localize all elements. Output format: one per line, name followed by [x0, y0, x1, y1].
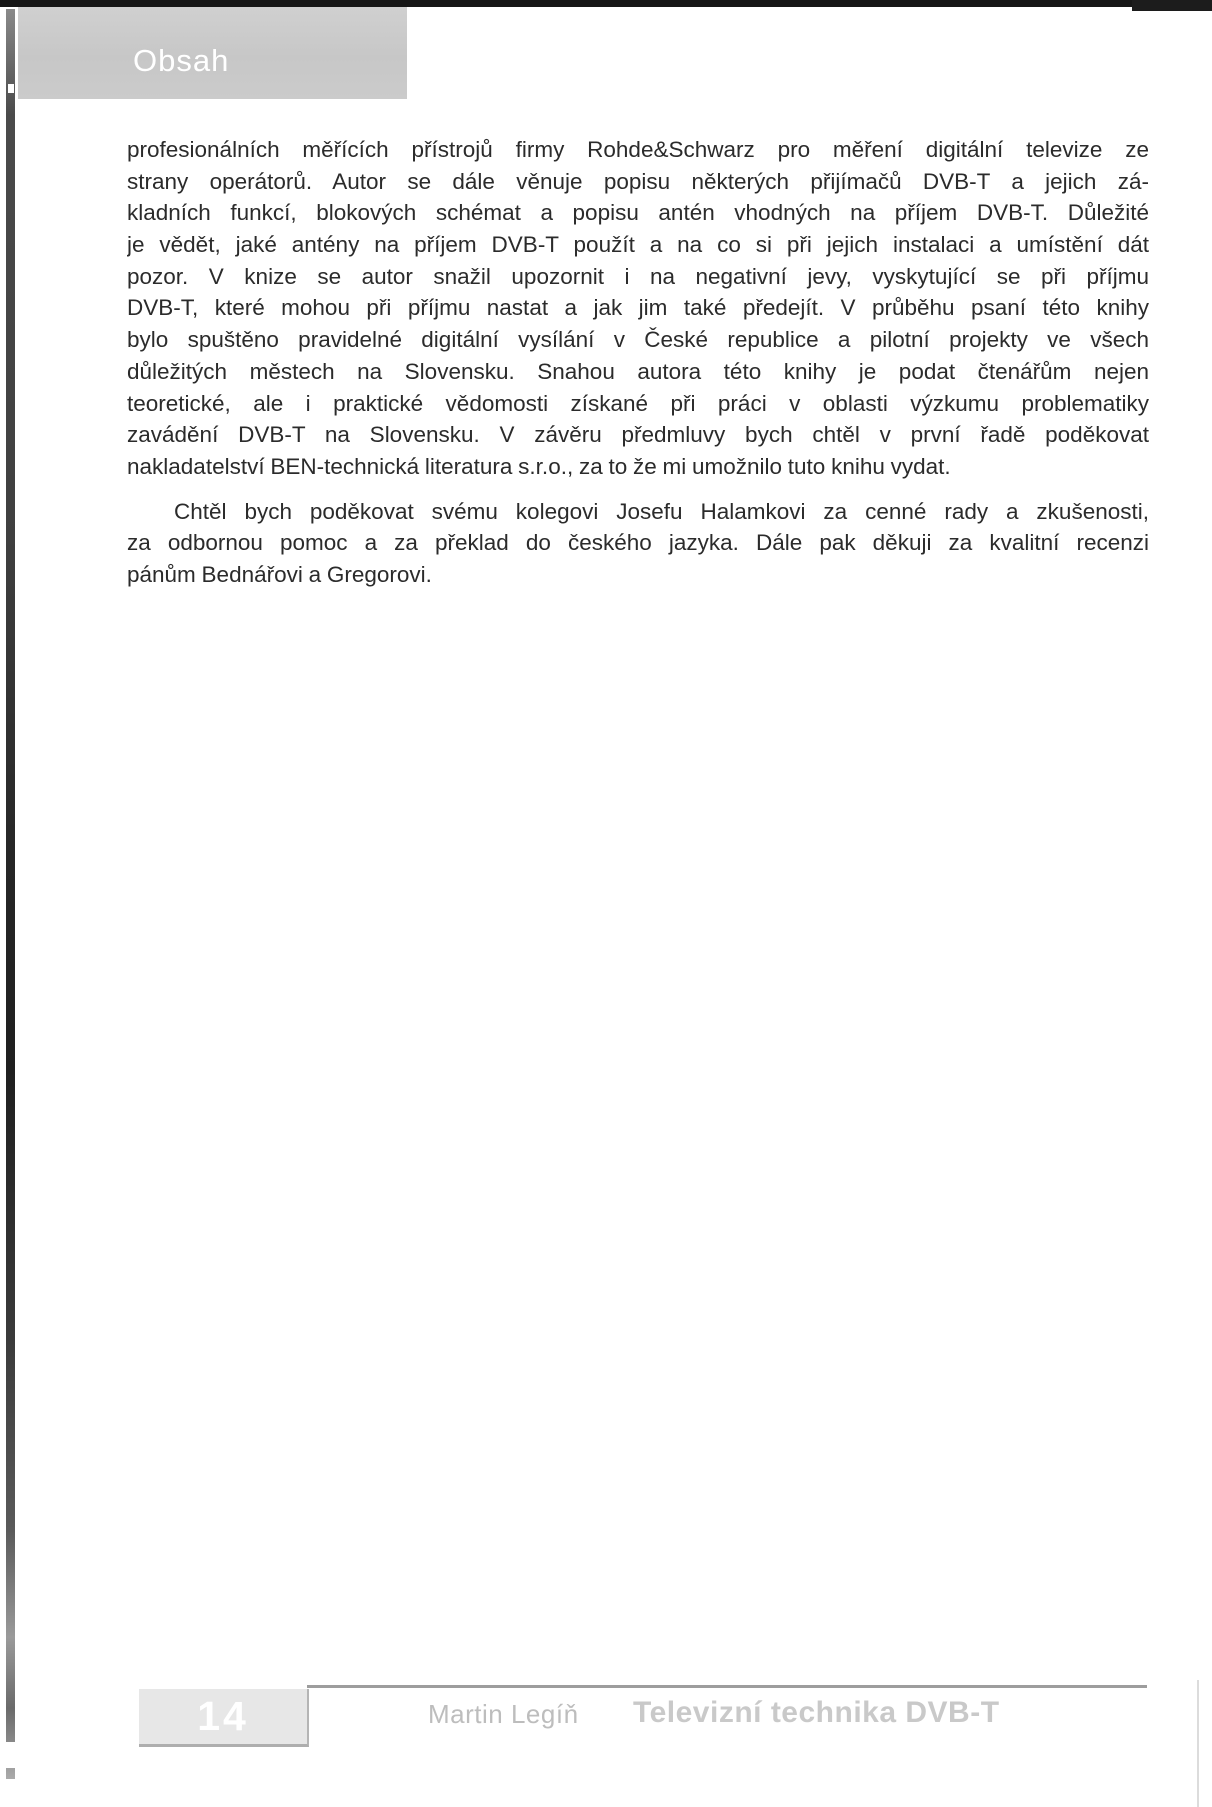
text-line: kladních funkcí, blokových schémat a popisu antén vhodných na příjem DVB-T. Důležité: [127, 200, 1149, 226]
footer-rule-line: [307, 1685, 1147, 1688]
text-line: důležitých městech na Slovensku. Snahou autora této knihy je podat čtenářům nejen: [127, 358, 1149, 384]
page-number: 14: [197, 1693, 249, 1739]
left-binding-notch: [8, 84, 14, 93]
text-line: Chtěl bych poděkovat svému kolegovi Josefu Halamkovi za cenné rady a zkušenosti,: [174, 498, 1149, 524]
footer-book-title: Televizní technika DVB-T: [633, 1696, 1000, 1729]
text-line: bylo spuštěno pravidelné digitální vysílání v České republice a pilotní projekty ve všech: [127, 327, 1149, 353]
top-scan-edge-bar: [0, 0, 1212, 7]
right-scan-edge-line: [1197, 1680, 1199, 1807]
text-line: profesionálních měřících přístrojů firmy Rohde&Schwarz pro měření digitální televize ze: [127, 137, 1149, 162]
text-line: zavádění DVB-T na Slovensku. V závěru předmluvy bych chtěl v první řadě poděkovat: [127, 422, 1149, 448]
footer-author: Martin Legíň: [428, 1699, 579, 1729]
text-line: strany operátorů. Autor se dále věnuje popisu některých přijímačů DVB-T a jejich zá-: [127, 168, 1149, 194]
paragraph: [127, 134, 1149, 483]
chapter-header-box: [18, 7, 407, 99]
text-line: teoretické, ale i praktické vědomosti získané při práci v oblasti výzkumu problematiky: [127, 390, 1149, 416]
top-scan-edge-bar-right: [1132, 0, 1212, 11]
text-line: za odbornou pomoc a za překlad do českého jazyka. Dále pak děkuji za kvalitní recenzi: [127, 530, 1149, 556]
page-number-box: [139, 1689, 309, 1747]
text-line: je vědět, jaké antény na příjem DVB-T použít a na co si při jejich instalaci a umístění dát: [127, 232, 1149, 258]
text-line: pánům Bednářovi a Gregorovi.: [127, 561, 432, 587]
paragraph: [127, 496, 1149, 591]
text-line: nakladatelství BEN-technická literatura s.r.o., za to že mi umožnilo tuto knihu vydat.: [127, 453, 951, 479]
chapter-title: Obsah: [133, 43, 230, 78]
text-line: DVB-T, které mohou při příjmu nastat a jak jim také předejít. V průběhu psaní této knihy: [127, 295, 1149, 321]
left-binding-shadow: [6, 9, 15, 1779]
body-text-block: [127, 134, 1149, 591]
left-binding-gap: [4, 1742, 17, 1768]
text-line: pozor. V knize se autor snažil upozornit i na negativní jevy, vyskytující se při příjmu: [127, 263, 1149, 289]
